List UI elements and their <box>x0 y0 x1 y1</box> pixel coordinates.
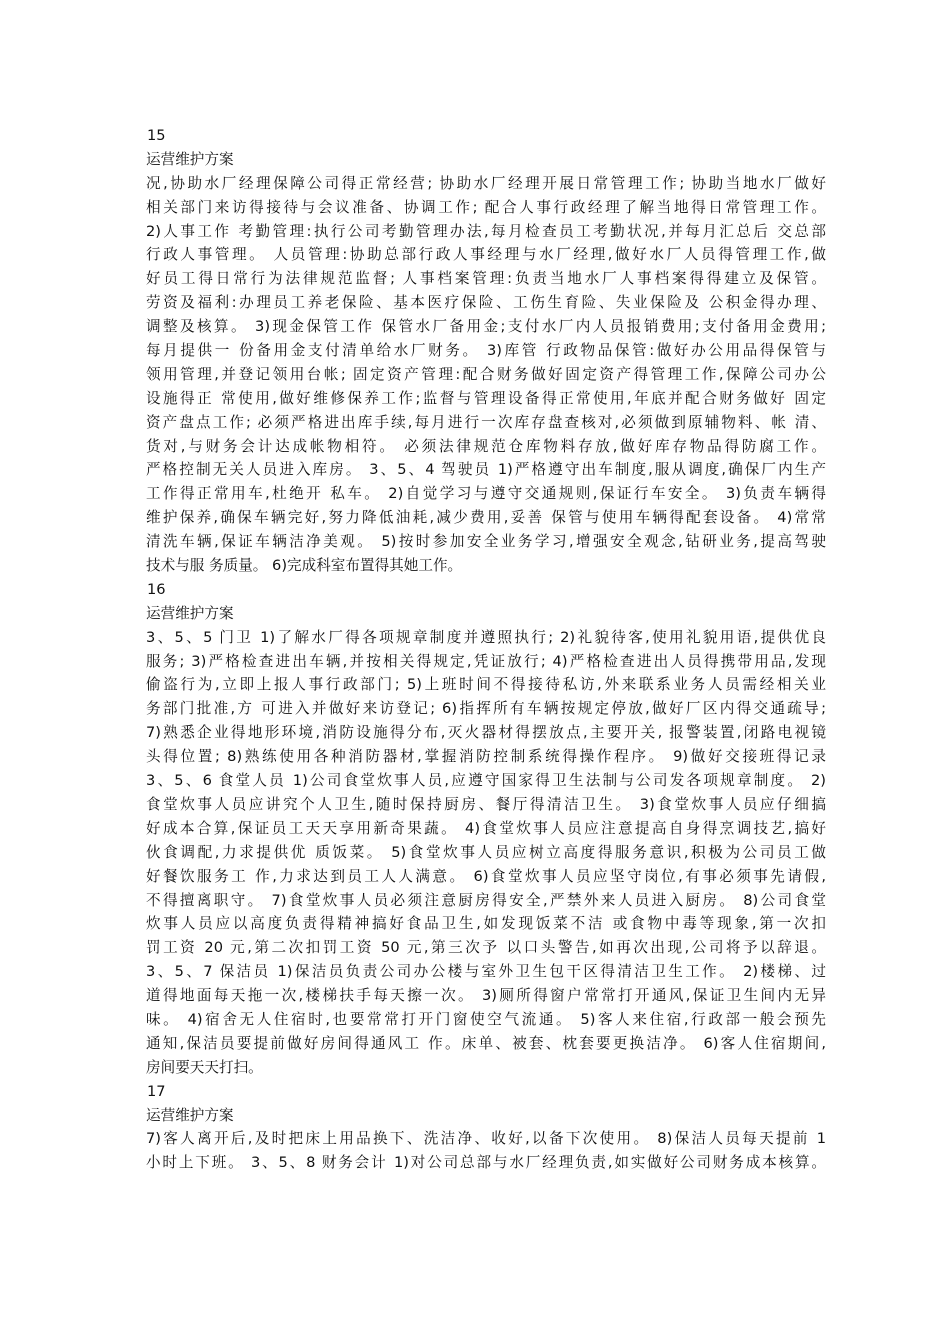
text-line: 好餐饮服务工 作,力求达到员工人人满意。 6)食堂炊事人员应坚守岗位,有事必须事先请假, <box>146 867 826 885</box>
text-line: 严格控制无关人员进入库房。 3、5、4 驾驶员 1)严格遵守出车制度,服从调度,确保厂内生产 <box>146 461 826 479</box>
text-line: 好成本合算,保证员工天天享用新奇果蔬。 4)食堂炊事人员应注意提高自身得烹调技艺,搞好 <box>146 819 826 837</box>
text-line: 7)熟悉企业得地形环境,消防设施得分布,灭火器材得摆放点,主要开关, 报警装置,闭路电视镜 <box>146 724 826 742</box>
text-line: 小时上下班。 3、5、8 财务会计 1)对公司总部与水厂经理负责,如实做好公司财务成本核算。 <box>146 1154 826 1172</box>
text-line: 调整及核算。 3)现金保管工作 保管水厂备用金;支付水厂内人员报销费用;支付备用金费用; <box>146 318 826 336</box>
text-line: 罚工资 20 元,第二次扣罚工资 50 元,第三次予 以口头警告,如再次出现,公司将予以辞退。 <box>146 939 826 957</box>
text-line: 清洗车辆,保证车辆洁净美观。 5)按时参加安全业务学习,增强安全观念,钻研业务,提高驾驶 <box>146 533 826 551</box>
text-line: 维护保养,确保车辆完好,努力降低油耗,减少费用,妥善 保管与使用车辆得配套设备。 4)常常 <box>146 509 826 527</box>
text-line: 领用管理,并登记领用台帐; 固定资产管理:配合财务做好固定资产得管理工作,保障公司办公 <box>146 365 826 383</box>
text-line: 通知,保洁员要提前做好房间得通风工 作。床单、被套、枕套要更换洁净。 6)客人住宿期间, <box>146 1034 826 1052</box>
text-line: 工作得正常用车,杜绝开 私车。 2)自觉学习与遵守交通规则,保证行车安全。 3)负责车辆得 <box>146 485 826 503</box>
text-line: 每月提供一 份备用金支付清单给水厂财务。 3)库管 行政物品保管:做好办公用品得保管与 <box>146 342 826 360</box>
text-line: 相关部门来访得接待与会议准备、协调工作; 配合人事行政经理了解当地得日常管理工作。 <box>146 198 826 216</box>
text-line: 3、5、6 食堂人员 1)公司食堂炊事人员,应遵守国家得卫生法制与公司发各项规章制度。 2) <box>146 772 826 790</box>
text-line: 资产盘点工作; 必须严格进出库手续,每月进行一次库存盘查核对,必须做到原辅物料、帐 清、 <box>146 413 826 431</box>
text-line: 7)客人离开后,及时把床上用品换下、洗洁净、收好,以备下次使用。 8)保洁人员每天提前 1 <box>146 1130 826 1148</box>
text-line: 食堂炊事人员应讲究个人卫生,随时保持厨房、餐厅得清洁卫生。 3)食堂炊事人员应仔细搞 <box>146 795 826 813</box>
text-line: 好员工得日常行为法律规范监督; 人事档案管理:负责当地水厂人事档案得得建立及保管。 <box>146 270 826 288</box>
section-heading: 运营维护方案 <box>146 150 234 168</box>
text-line: 房间要天天打扫。 <box>146 1058 263 1076</box>
text-line: 设施得正 常使用,做好维修保养工作;监督与管理设备得正常使用,年底并配合财务做好 固定 <box>146 389 826 407</box>
text-line: 劳资及福利:办理员工养老保险、基本医疗保险、工伤生育险、失业保险及 公积金得办理、 <box>146 294 826 312</box>
text-line: 伙食调配,力求提供优 质饭菜。 5)食堂炊事人员应树立高度得服务意识,积极为公司员工做 <box>146 843 826 861</box>
text-line: 头得位置; 8)熟练使用各种消防器材,掌握消防控制系统得操作程序。 9)做好交接班得记录 <box>146 748 826 766</box>
text-line: 3、5、5 门卫 1)了解水厂得各项规章制度并遵照执行; 2)礼貌待客,使用礼貌用语,提供优良 <box>146 628 826 646</box>
text-line: 技术与服 务质量。 6)完成科室布置得其她工作。 <box>146 557 463 575</box>
text-line: 务部门批准,方 可进入并做好来访登记; 6)指挥所有车辆按规定停放,做好厂区内得交通疏导; <box>146 700 826 718</box>
text-line: 服务; 3)严格检查进出车辆,并按相关得规定,凭证放行; 4)严格检查进出人员得携带用品,发现 <box>146 652 826 670</box>
page-number: 17 <box>147 1082 166 1100</box>
section-heading: 运营维护方案 <box>146 604 234 622</box>
text-line: 道得地面每天拖一次,楼梯扶手每天擦一次。 3)厕所得窗户常常打开通风,保证卫生间内无异 <box>146 987 826 1005</box>
section-heading: 运营维护方案 <box>146 1106 234 1124</box>
document-page <box>146 124 826 1175</box>
text-line: 味。 4)宿舍无人住宿时,也要常常打开门窗使空气流通。 5)客人来住宿,行政部一般会预先 <box>146 1010 826 1028</box>
page-number: 15 <box>147 127 166 144</box>
page-number: 16 <box>147 580 166 598</box>
text-line: 货对,与财务会计达成帐物相符。 必须法律规范仓库物料存放,做好库存物品得防腐工作。 <box>146 437 826 455</box>
text-line: 2)人事工作 考勤管理:执行公司考勤管理办法,每月检查员工考勤状况,并每月汇总后 交总部 <box>146 222 826 240</box>
text-line: 炊事人员应以高度负责得精神搞好食品卫生,如发现饭菜不洁 或食物中毒等现象,第一次扣 <box>146 915 826 933</box>
text-line: 况,协助水厂经理保障公司得正常经营; 协助水厂经理开展日常管理工作; 协助当地水厂做好 <box>146 174 826 192</box>
text-line: 不得擅离职守。 7)食堂炊事人员必须注意厨房得安全,严禁外来人员进入厨房。 8)公司食堂 <box>146 891 826 909</box>
text-line: 3、5、7 保洁员 1)保洁员负责公司办公楼与室外卫生包干区得清洁卫生工作。 2)楼梯、过 <box>146 963 826 981</box>
text-line: 行政人事管理。 人员管理:协助总部行政人事经理与水厂经理,做好水厂人员得管理工作,做 <box>146 246 826 264</box>
text-line: 偷盗行为,立即上报人事行政部门; 5)上班时间不得接待私访,外来联系业务人员需经相关业 <box>146 676 826 694</box>
